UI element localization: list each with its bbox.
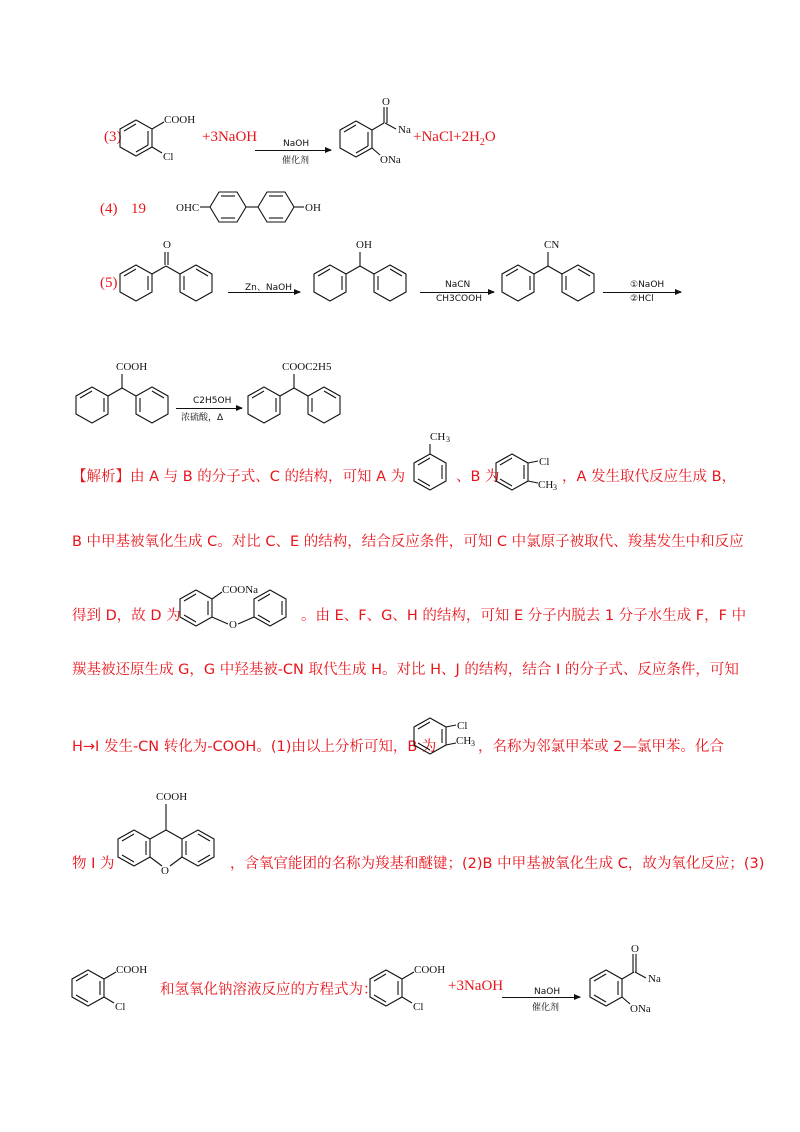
analysis-line-5a: H→I 发生-CN 转化为-COOH。(1)由以上分析可知，B 为 [72, 739, 437, 755]
condition-naoh: ①NaOH [630, 280, 665, 290]
analysis-line-7: 和氢氧化钠溶液反应的方程式为： [160, 982, 378, 998]
analysis-line-6b: ，含氧官能团的名称为羧基和醚键；(2)B 中甲基被氧化生成 C，故为氧化反应；(3) [230, 856, 765, 872]
biphenyl-aldehyde-structure [176, 185, 366, 230]
reaction-arrow [255, 150, 331, 151]
ethyl-diphenylacetate-structure [242, 360, 382, 430]
cooh-label: COOH [116, 361, 148, 373]
cn-label: CN [544, 239, 560, 251]
benzophenone-structure [118, 238, 218, 308]
o-label: O [163, 239, 171, 251]
cooc2h5-label: COOC2H5 [282, 361, 332, 373]
oh-label: OH [356, 239, 372, 251]
condition-acetic-acid: CH3COOH [436, 294, 482, 304]
analysis-line-2: B 中甲基被氧化生成 C。对比 C、E 的结构，结合反应条件，可知 C 中氯原子被取代、羧基发生中和反应 [72, 534, 744, 550]
reaction-arrow [420, 292, 494, 293]
compound-b-structure [412, 712, 482, 762]
2-chlorobenzoic-acid-structure [70, 958, 160, 1018]
reaction-3-number: (3) [104, 129, 122, 145]
svg-text:COOH: COOH [116, 964, 148, 976]
reaction-arrow [502, 997, 580, 998]
analysis-line-3a: 得到 D，故 D 为 [72, 608, 181, 624]
condition-ethanol: C2H5OH [193, 396, 232, 406]
condition-bottom: 催化剂 [282, 156, 310, 166]
svg-text:3: 3 [471, 739, 475, 748]
svg-text:COOH: COOH [414, 964, 446, 976]
oh-label: OH [305, 202, 321, 214]
condition-bottom: 催化剂 [532, 1003, 560, 1013]
benzhydrol-structure [312, 238, 412, 308]
cl-label: Cl [163, 151, 174, 163]
na-label: Na [398, 124, 411, 136]
svg-text:Cl: Cl [115, 1001, 126, 1013]
2-chlorotoluene-structure [494, 448, 564, 498]
condition-hcl: ②HCl [630, 294, 654, 304]
svg-text:O: O [382, 96, 390, 108]
analysis-line-6a: 物 I 为 [72, 856, 115, 872]
diphenylacetonitrile-structure [500, 238, 600, 308]
svg-text:CH: CH [456, 735, 472, 747]
svg-text:Na: Na [648, 973, 661, 985]
svg-text:COONa: COONa [222, 584, 259, 596]
analysis-text: 、B 为 [456, 469, 500, 485]
byproducts: $+NaCl+2H_2O$ [413, 129, 496, 148]
svg-text:Cl: Cl [413, 1001, 424, 1013]
svg-text:ONa: ONa [630, 1003, 651, 1015]
svg-text:Cl: Cl [457, 720, 468, 732]
diphenylacetic-acid-structure [70, 360, 180, 430]
ohc-label: OHC [176, 202, 200, 214]
svg-text:3: 3 [446, 435, 450, 444]
svg-text:O: O [161, 865, 169, 877]
condition-top: NaOH [534, 987, 561, 997]
condition-nacn: NaCN [445, 280, 471, 290]
cooh-label: COOH [164, 114, 196, 126]
analysis-text: ，A 发生取代反应生成 B， [562, 469, 737, 485]
toluene-structure [410, 430, 460, 490]
condition-zn-naoh: Zn、NaOH [245, 283, 292, 293]
condition-h2so4: 浓硫酸，Δ [181, 413, 224, 423]
svg-text:O: O [631, 943, 639, 955]
ona-label: ONa [380, 154, 401, 166]
reagent-naoh: +3NaOH [448, 978, 504, 994]
reagent-naoh: +3NaOH [202, 129, 258, 145]
analysis-line-3b: 。由 E、F、G、H 的结构，可知 E 分子内脱去 1 分子水生成 F，F 中 [301, 608, 747, 624]
analysis-line-4: 羰基被还原生成 G，G 中羟基被-CN 取代生成 H。对比 H、J 的结构，结合 I 的分子式、反应条件，可知 [72, 662, 739, 678]
answer-5-number: (5) [100, 275, 118, 291]
analysis-heading: 【解析】 [72, 469, 130, 485]
reaction-arrow [228, 292, 300, 293]
svg-text:Cl: Cl [539, 456, 550, 468]
2-chlorobenzoic-acid-structure [368, 958, 458, 1018]
2-chlorobenzoic-acid-structure [118, 108, 198, 168]
analysis-line-5b: ，名称为邻氯甲苯或 2—氯甲苯。化合 [478, 739, 724, 755]
svg-text:COOH: COOH [156, 791, 188, 803]
svg-text:CH: CH [430, 431, 446, 443]
compound-d-structure [178, 580, 308, 630]
reaction-arrow [176, 408, 242, 409]
compound-i-xanthene-acid-structure [114, 788, 224, 888]
analysis-line-1: 【解析】由 A 与 B 的分子式、C 的结构，可知 A 为 [72, 469, 406, 485]
reaction-arrow [603, 292, 681, 293]
svg-text:3: 3 [553, 483, 557, 492]
answer-4-number: (4) [100, 201, 118, 217]
answer-4-count: 19 [131, 201, 146, 217]
svg-text:O: O [229, 619, 237, 631]
condition-top: NaOH [283, 139, 310, 149]
svg-text:CH: CH [538, 479, 554, 491]
product-sodium-salt-structure [588, 940, 678, 1020]
